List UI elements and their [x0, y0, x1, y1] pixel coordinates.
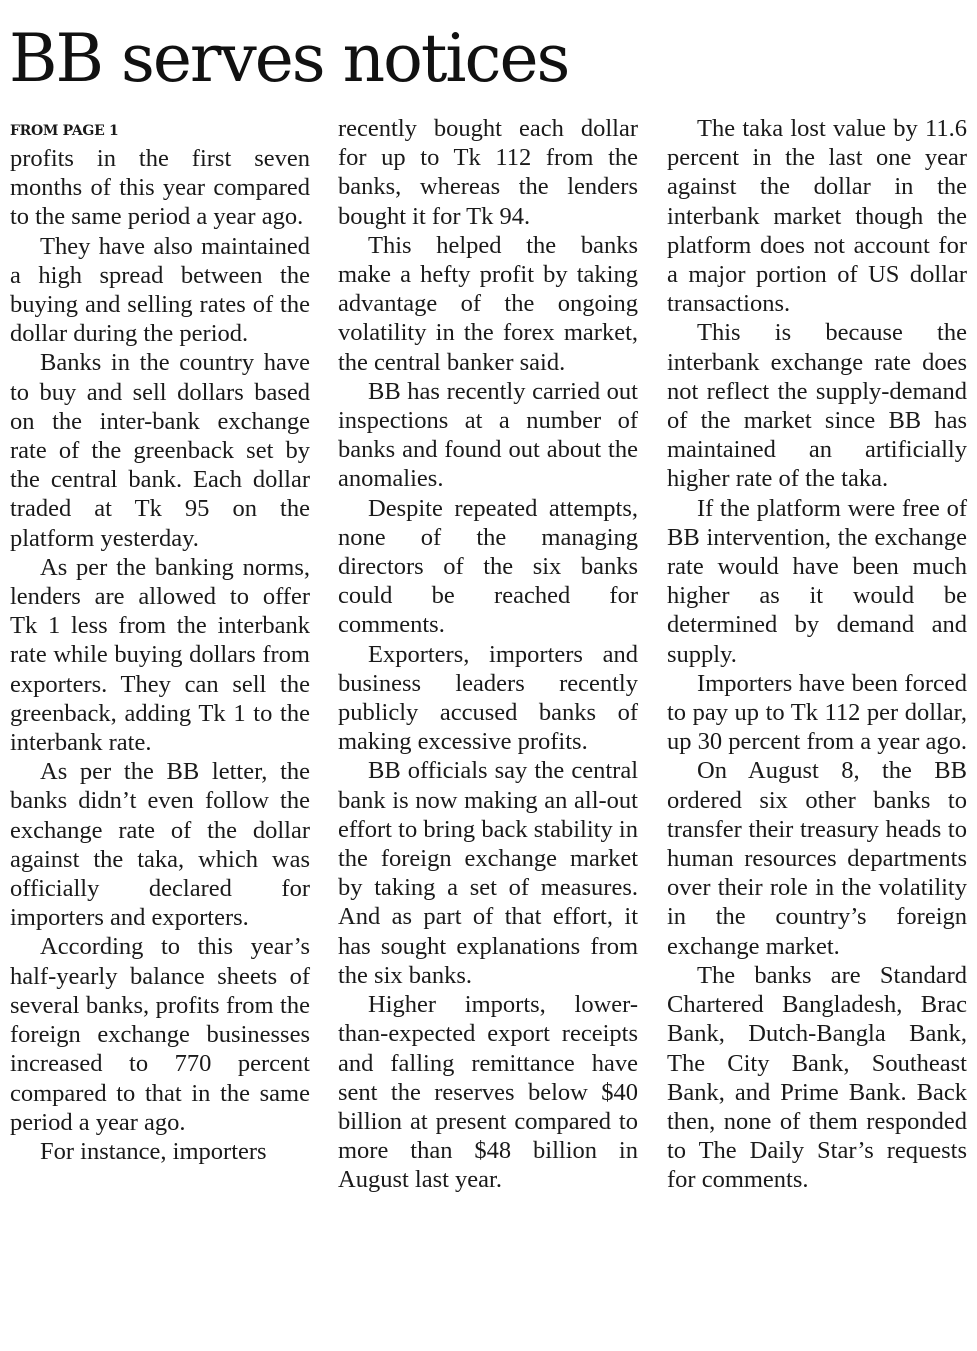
paragraph: BB officials say the central bank is now making an all-out effort to bring back stability in the foreign exchange market by taking a set of measures. And as part of that effort, it has sought explanations from the six banks. [338, 757, 638, 989]
article-column-2 [338, 114, 638, 1195]
paragraph: If the platform were free of BB intervention, the exchange rate would have been much higher as it would be determined by demand and supply. [667, 494, 967, 668]
article-column-3 [667, 114, 967, 1195]
paragraph: The banks are Standard Chartered Bangladesh, Brac Bank, Dutch-Bangla Bank, The City Bank, Southeast Bank, and Prime Bank. Back then, none of them responded to The Daily Star’s requests for comments. [667, 961, 967, 1194]
paragraph: The taka lost value by 11.6 percent in the last one year against the dollar in the interbank market though the platform does not account for a major portion of US dollar transactions. [667, 115, 967, 318]
paragraph: As per the banking norms, lenders are allowed to offer Tk 1 less from the interbank rate while buying dollars from exporters. They can sell the greenback, adding Tk 1 to the interbank rate. [10, 553, 310, 757]
paragraph: profits in the first seven months of this year compared to the same period a year ago. [10, 145, 310, 231]
paragraph: This is because the interbank exchange rate does not reflect the supply-demand of the market since BB has maintained an artificially higher rate of the taka. [667, 319, 967, 493]
paragraph: For instance, importers [40, 1137, 267, 1165]
paragraph: According to this year’s half-yearly balance sheets of several banks, profits from the foreign exchange businesses increased to 770 percent compared to that in the same period a year ago. [10, 933, 310, 1136]
paragraph: They have also maintained a high spread between the buying and selling rates of the dollar during the period. [10, 232, 310, 348]
paragraph: Higher imports, lower-than-expected export receipts and falling remittance have sent the reserves below $40 billion at present compared to more than $48 billion in August last year. [338, 991, 638, 1194]
paragraph: Importers have been forced to pay up to Tk 112 per dollar, up 30 percent from a year ago. [667, 669, 967, 756]
paragraph: This helped the banks make a hefty profit by taking advantage of the ongoing volatility in the forex market, the central banker said. [338, 231, 638, 376]
paragraph: recently bought each dollar for up to Tk 112 from the banks, whereas the lenders bought it for Tk 94. [338, 115, 638, 230]
paragraph: Exporters, importers and business leaders recently publicly accused banks of making excessive profits. [338, 640, 638, 756]
paragraph: On August 8, the BB ordered six other banks to transfer their treasury heads to human resources departments over their role in the volatility in the country’s foreign exchange market. [667, 757, 967, 960]
article-headline: BB serves notices [9, 20, 569, 97]
paragraph: BB has recently carried out inspections at a number of banks and found out about the anomalies. [338, 377, 638, 493]
continuation-kicker: FROM PAGE 1 [10, 123, 119, 139]
paragraph: As per the BB letter, the banks didn’t even follow the exchange rate of the dollar against the taka, which was officially declared for importers and exporters. [10, 758, 310, 932]
paragraph: Despite repeated attempts, none of the managing directors of the six banks could be reached for comments. [338, 494, 638, 639]
article-column-1 [10, 114, 310, 1166]
paragraph: Banks in the country have to buy and sell dollars based on the inter-bank exchange rate of the greenback set by the central bank. Each dollar traded at Tk 95 on the platform yesterday. [10, 349, 310, 552]
